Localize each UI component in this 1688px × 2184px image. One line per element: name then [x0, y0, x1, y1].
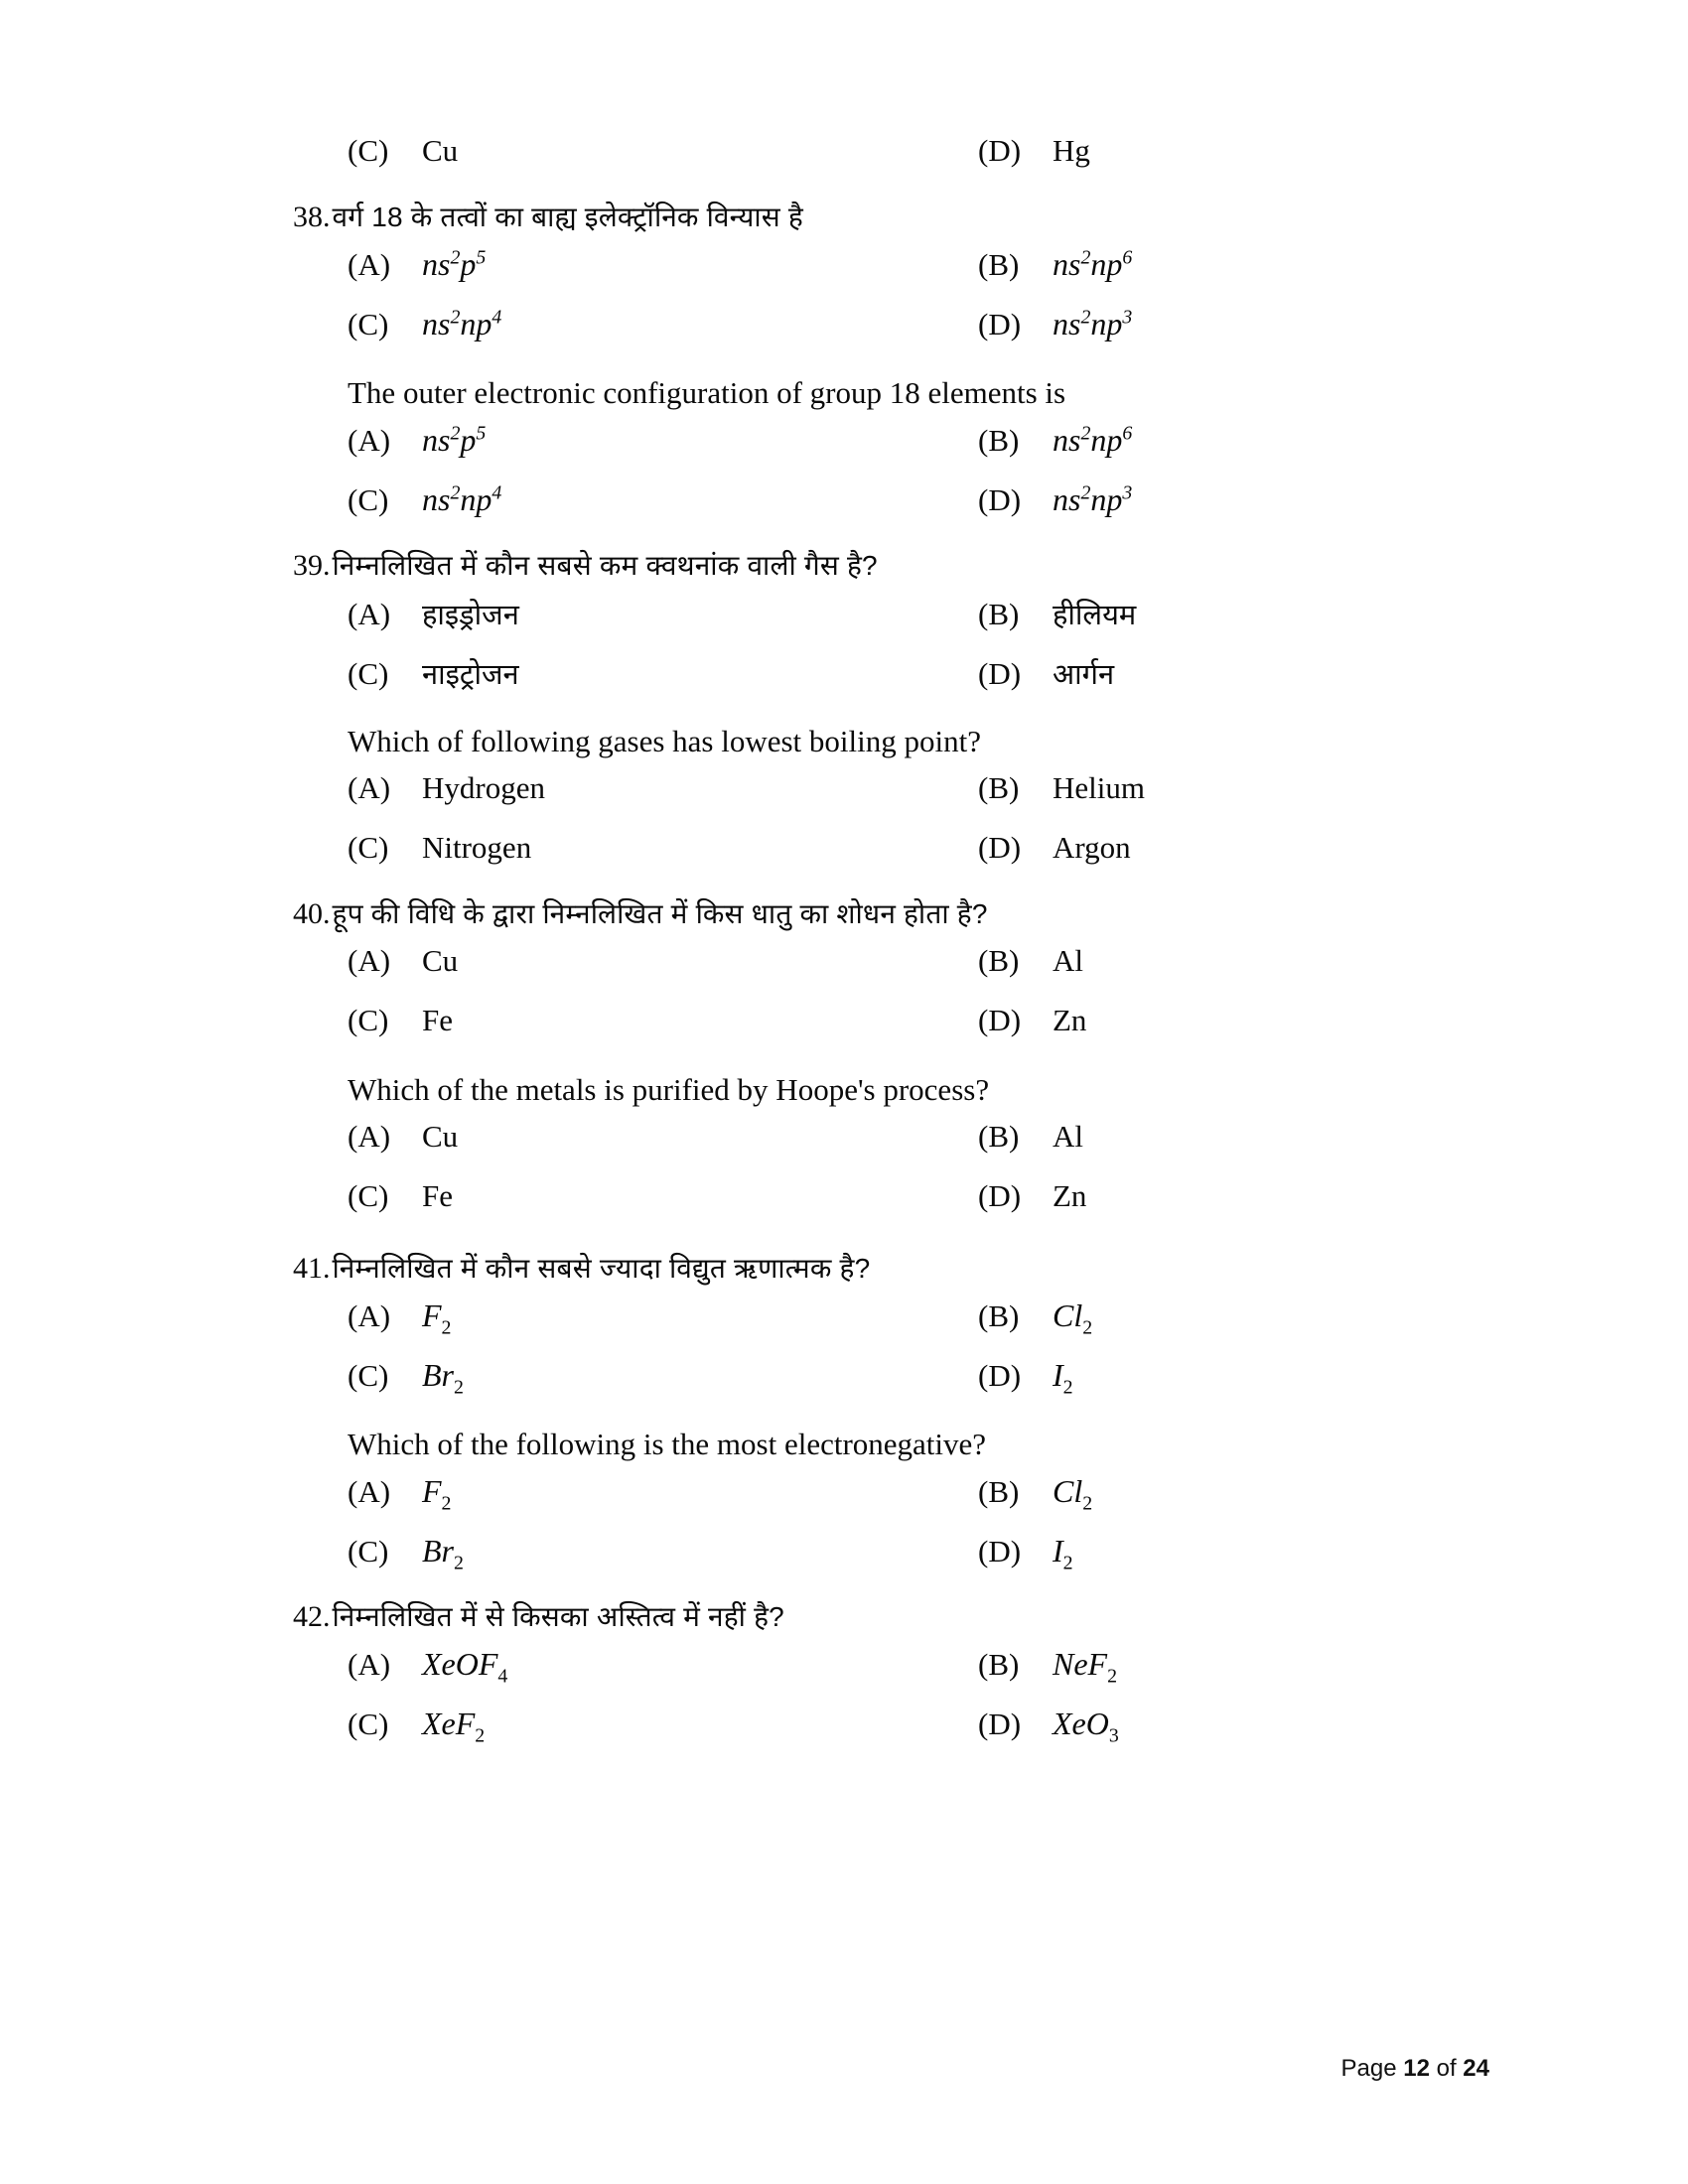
option-value: हाइड्रोजन: [422, 600, 519, 631]
option-label: (C): [348, 830, 389, 865]
option-row: [293, 830, 1405, 876]
option-row: [293, 1297, 1405, 1343]
option-c: [348, 306, 501, 342]
option-row: [293, 595, 1405, 640]
option-value: Al: [1053, 1119, 1083, 1154]
option-c: [348, 1357, 464, 1399]
option-value: $F_2$: [422, 1473, 452, 1515]
option-b-english: [978, 770, 1145, 806]
option-value: NeF$_2$: [1053, 1646, 1118, 1688]
option-row-carryover: [293, 133, 1405, 179]
option-c-english: [348, 1533, 464, 1574]
option-c: [348, 1706, 485, 1747]
option-row: [293, 1706, 1405, 1751]
option-d-english: [978, 481, 1132, 518]
option-a: [348, 943, 458, 979]
option-label: (D): [978, 482, 1022, 517]
option-row: [293, 422, 1405, 468]
option-value: XeF$_2$: [422, 1706, 486, 1747]
option-value: $Br_2$: [422, 1357, 464, 1399]
option-row: [293, 481, 1405, 527]
option-b: [978, 943, 1083, 979]
page-content: [293, 119, 1405, 1751]
option-label: (B): [978, 1474, 1020, 1509]
option-label: (B): [978, 1647, 1020, 1682]
option-a: [348, 1297, 451, 1339]
question-number: 41.: [293, 1252, 331, 1285]
option-c: [348, 654, 519, 693]
option-d-english: [978, 1178, 1086, 1214]
question-stem-english-41: Which of the following is the most electronegative?: [348, 1427, 987, 1461]
option-row: [293, 1533, 1405, 1578]
option-label: (A): [348, 1119, 391, 1154]
option-label: (A): [348, 943, 391, 978]
option-value: Cu: [422, 943, 459, 978]
option-a-english: [348, 770, 545, 806]
option-value: Fe: [422, 1003, 453, 1037]
option-value: $Cl_2$: [1053, 1297, 1093, 1339]
option-row: [293, 1178, 1405, 1224]
option-d: [978, 654, 1114, 693]
footer-total-pages: 24: [1463, 2055, 1489, 2082]
option-value: Zn: [1053, 1178, 1087, 1213]
option-c-english: [348, 830, 531, 866]
question-text-hindi: वर्ग 18 के तत्वों का बाह्य इलेक्ट्रॉनिक विन्यास है: [332, 202, 803, 232]
option-d: [978, 1357, 1073, 1399]
option-value: $I_2$: [1053, 1533, 1073, 1574]
option-value: $ns^2np^6$: [1053, 246, 1133, 282]
option-row: [293, 1003, 1405, 1048]
option-value: $ns^2np^4$: [422, 481, 502, 517]
option-b: [978, 246, 1132, 283]
option-a-english: [348, 1119, 458, 1155]
option-value: $ns^2np^4$: [422, 306, 502, 341]
option-label: (D): [978, 1358, 1022, 1393]
option-b: [978, 595, 1136, 633]
option-c: [348, 1003, 453, 1038]
option-value: Cu: [422, 133, 459, 168]
question-number: 40.: [293, 897, 331, 930]
option-value: Helium: [1053, 770, 1145, 805]
option-row: [293, 246, 1405, 292]
option-label: (D): [978, 830, 1022, 865]
option-label: (C): [348, 482, 389, 517]
option-label: (C): [348, 1706, 389, 1741]
option-value: $F_2$: [422, 1297, 452, 1339]
footer-middle: of: [1436, 2055, 1457, 2082]
question-stem-hindi-39: [293, 551, 1405, 581]
option-row: [293, 1646, 1405, 1692]
option-row: [293, 1357, 1405, 1403]
option-c-carryover: [348, 133, 458, 169]
option-label: (B): [978, 1119, 1020, 1154]
option-b-english: [978, 1119, 1083, 1155]
question-stem-hindi-38: [293, 203, 1405, 232]
option-value: नाइट्रोजन: [422, 659, 519, 691]
option-value: $Br_2$: [422, 1533, 464, 1574]
option-value: Cu: [422, 1119, 459, 1154]
option-value: Al: [1053, 943, 1083, 978]
question-stem-english-39: Which of following gases has lowest boiling point?: [348, 724, 981, 758]
option-value: Hg: [1053, 133, 1090, 168]
question-text-hindi: निम्नलिखित में से किसका अस्तित्व में नहीं है?: [332, 1601, 784, 1632]
option-d: [978, 306, 1132, 342]
option-label: (B): [978, 423, 1020, 458]
question-number: 38.: [293, 201, 331, 233]
option-label: (B): [978, 943, 1020, 978]
page-footer: [1341, 2055, 1490, 2083]
option-value: $I_2$: [1053, 1357, 1073, 1399]
option-c-english: [348, 481, 501, 518]
question-text-hindi: हूप की विधि के द्वारा निम्नलिखित में किस धातु का शोधन होता है?: [332, 898, 988, 929]
option-d: [978, 1003, 1086, 1038]
option-label: (C): [348, 656, 389, 691]
option-label: (D): [978, 307, 1022, 341]
option-row: [293, 1119, 1405, 1164]
option-label: (A): [348, 597, 391, 631]
option-value: Fe: [422, 1178, 453, 1213]
question-stem-hindi-42: [293, 1602, 1405, 1632]
option-label: (C): [348, 1534, 389, 1569]
option-label: (A): [348, 247, 391, 282]
option-label: (D): [978, 1706, 1022, 1741]
option-value: XeO$_3$: [1053, 1706, 1119, 1747]
option-label: (D): [978, 133, 1022, 168]
option-label: (A): [348, 1474, 391, 1509]
option-value: $ns^2p^5$: [422, 246, 487, 282]
option-b-english: [978, 1473, 1092, 1515]
question-block-40: [293, 899, 1405, 1224]
option-label: (D): [978, 1534, 1022, 1569]
option-label: (D): [978, 1003, 1022, 1037]
question-number: 39.: [293, 549, 331, 582]
option-b-english: [978, 422, 1132, 459]
option-label: (B): [978, 1298, 1020, 1333]
option-label: (A): [348, 423, 391, 458]
option-value: Argon: [1053, 830, 1131, 865]
option-row: [293, 943, 1405, 989]
question-text-hindi: निम्नलिखित में कौन सबसे कम क्वथनांक वाली गैस है?: [332, 550, 878, 581]
option-d-english: [978, 1533, 1073, 1574]
option-label: (D): [978, 656, 1022, 691]
question-block-39: [293, 551, 1405, 876]
option-value: हीलियम: [1053, 600, 1137, 631]
option-value: XeOF$_4$: [422, 1646, 508, 1688]
question-stem-hindi-41: [293, 1254, 1405, 1284]
option-d-english: [978, 830, 1131, 866]
option-label: (A): [348, 770, 391, 805]
option-value: Nitrogen: [422, 830, 532, 865]
option-row: [293, 654, 1405, 700]
option-label: (C): [348, 307, 389, 341]
option-d-carryover: [978, 133, 1090, 169]
question-block-38: [293, 203, 1405, 527]
option-b: [978, 1297, 1092, 1339]
option-value: $ns^2np^3$: [1053, 481, 1133, 517]
option-label: (B): [978, 597, 1020, 631]
option-a: [348, 1646, 507, 1688]
option-label: (B): [978, 247, 1020, 282]
option-row: [293, 770, 1405, 816]
option-label: (C): [348, 1178, 389, 1213]
question-stem-hindi-40: [293, 899, 1405, 929]
footer-current-page: 12: [1403, 2055, 1430, 2082]
option-label: (A): [348, 1298, 391, 1333]
option-label: (C): [348, 133, 389, 168]
option-d: [978, 1706, 1119, 1747]
option-value: $ns^2p^5$: [422, 422, 487, 458]
question-block-42: [293, 1602, 1405, 1751]
question-stem-english-40: Which of the metals is purified by Hoope's process?: [348, 1072, 990, 1107]
option-label: (C): [348, 1358, 389, 1393]
option-row: [293, 1473, 1405, 1519]
question-block-41: [293, 1254, 1405, 1578]
question-stem-english-38: The outer electronic configuration of group 18 elements is: [348, 375, 1066, 410]
option-value: $ns^2np^6$: [1053, 422, 1133, 458]
question-number: 42.: [293, 1600, 331, 1633]
option-label: (C): [348, 1003, 389, 1037]
option-value: $ns^2np^3$: [1053, 306, 1133, 341]
option-value: Hydrogen: [422, 770, 545, 805]
option-label: (B): [978, 770, 1020, 805]
option-b: [978, 1646, 1117, 1688]
option-value: Zn: [1053, 1003, 1087, 1037]
option-a: [348, 246, 486, 283]
option-label: (A): [348, 1647, 391, 1682]
option-value: $Cl_2$: [1053, 1473, 1093, 1515]
option-a-english: [348, 1473, 451, 1515]
footer-prefix: Page: [1340, 2055, 1397, 2082]
option-a: [348, 595, 519, 633]
option-value: आर्गन: [1053, 659, 1115, 691]
option-label: (D): [978, 1178, 1022, 1213]
option-c-english: [348, 1178, 453, 1214]
option-row: [293, 306, 1405, 351]
option-a-english: [348, 422, 486, 459]
question-text-hindi: निम्नलिखित में कौन सबसे ज्यादा विद्युत ऋणात्मक है?: [332, 1253, 871, 1284]
